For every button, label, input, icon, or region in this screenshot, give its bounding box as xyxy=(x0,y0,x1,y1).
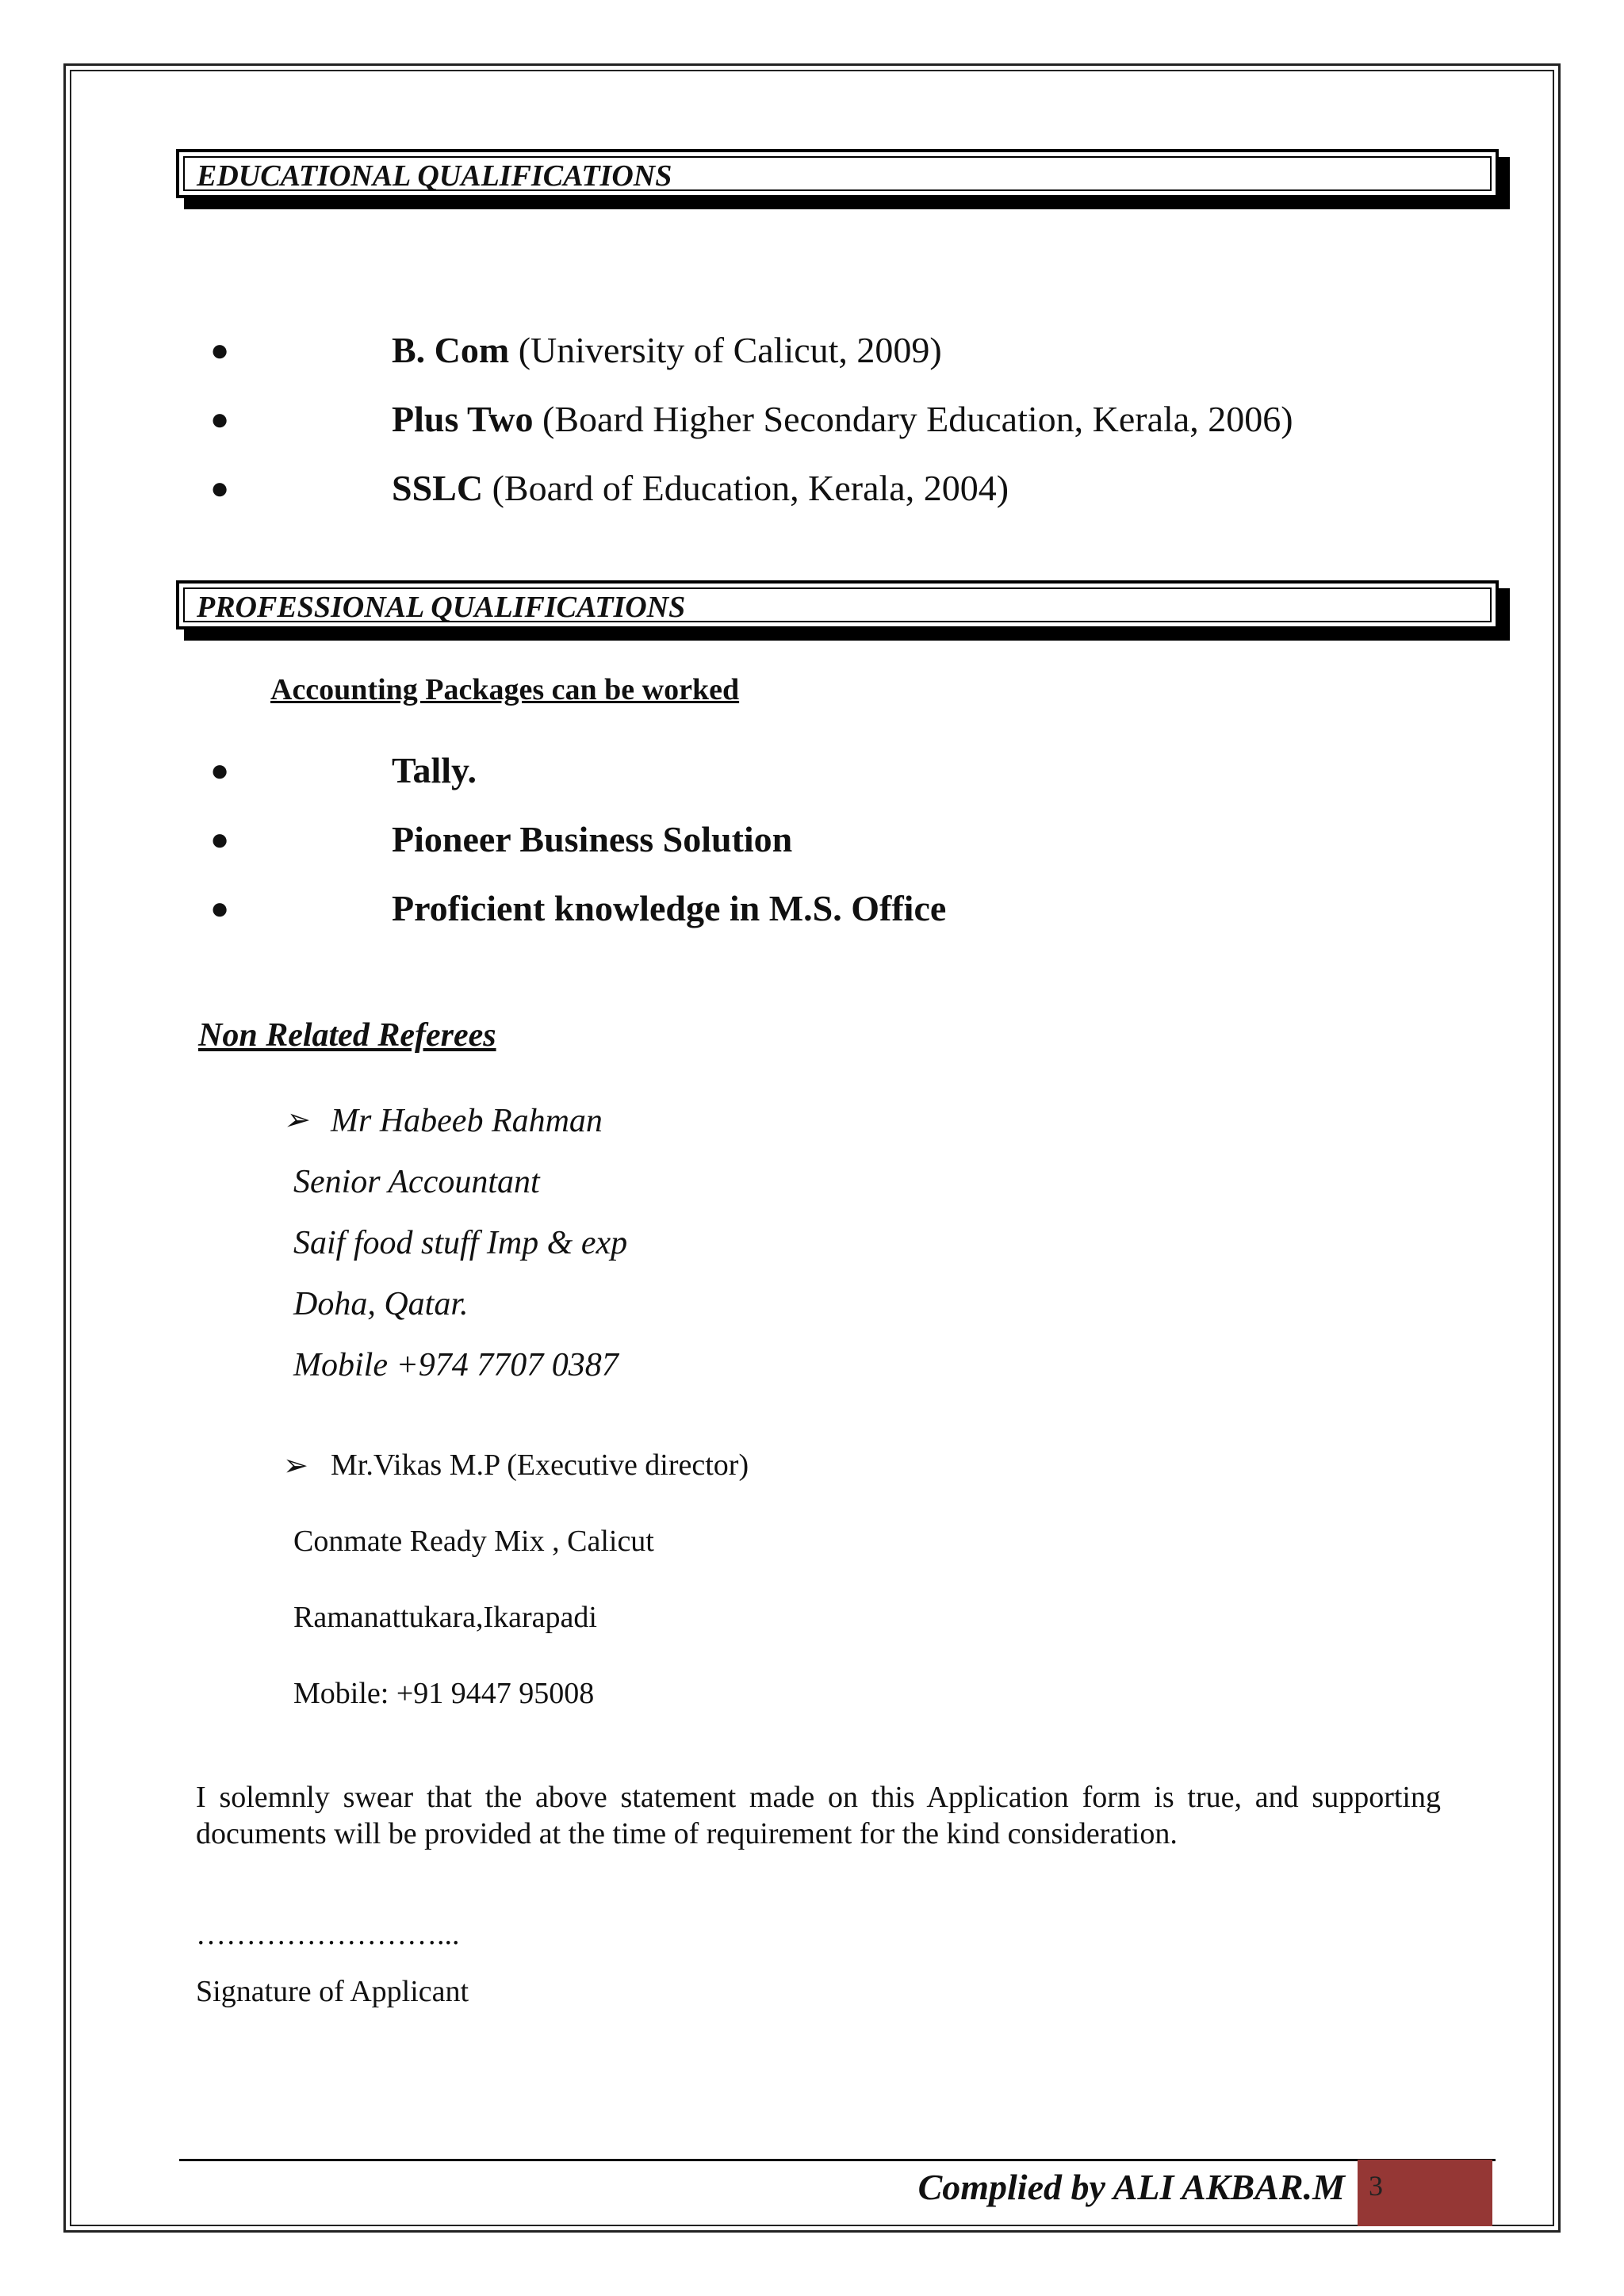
referee-mobile: Mobile: +91 9447 95008 xyxy=(293,1677,595,1710)
education-heading-box xyxy=(176,149,1499,198)
referee-location: Doha, Qatar. xyxy=(293,1286,469,1322)
page-number-box xyxy=(1358,2160,1492,2226)
arrow-bullet-icon: ➢ xyxy=(283,1104,308,1137)
list-item: ● Tally. xyxy=(293,736,946,805)
referee-title: Senior Accountant xyxy=(293,1164,540,1200)
referee-name: Mr Habeeb Rahman xyxy=(331,1103,603,1139)
referee-mobile: Mobile +974 7707 0387 xyxy=(293,1347,619,1383)
bullet-icon: ● xyxy=(210,401,230,437)
footer-compiled-by: Complied by ALI AKBAR.M xyxy=(917,2167,1345,2207)
education-heading: EDUCATIONAL QUALIFICATIONS xyxy=(197,159,672,193)
education-list xyxy=(210,316,1293,522)
signature-line: ……………………... xyxy=(196,1918,460,1951)
accounting-subheading: Accounting Packages can be worked xyxy=(270,673,740,706)
signature-label: Signature of Applicant xyxy=(196,1975,469,2008)
referee-location: Ramanattukara,Ikarapadi xyxy=(293,1601,597,1634)
page-number: 3 xyxy=(1369,2170,1383,2202)
footer-rule xyxy=(179,2159,1496,2161)
referee-company: Conmate Ready Mix , Calicut xyxy=(293,1525,654,1558)
referee-name: Mr.Vikas M.P (Executive director) xyxy=(331,1448,749,1482)
bullet-icon: ● xyxy=(210,470,230,506)
list-item: ● Plus Two (Board Higher Secondary Education, Kerala, 2006) xyxy=(293,385,1293,453)
bullet-icon: ● xyxy=(210,332,230,368)
declaration-text: I solemnly swear that the above statement made on this Application form is true, and supporting documents will be provided at the time of requirement for the kind consideration. xyxy=(196,1781,1441,1850)
list-item: ● B. Com (University of Calicut, 2009) xyxy=(293,316,1293,385)
bullet-icon: ● xyxy=(210,752,230,788)
bullet-icon: ● xyxy=(210,821,230,857)
referee-company: Saif food stuff Imp & exp xyxy=(293,1225,628,1261)
professional-heading: PROFESSIONAL QUALIFICATIONS xyxy=(197,591,686,624)
list-item: ● SSLC (Board of Education, Kerala, 2004) xyxy=(293,453,1293,522)
arrow-bullet-icon: ➢ xyxy=(283,1449,308,1483)
professional-heading-box xyxy=(176,580,1499,629)
referees-heading: Non Related Referees xyxy=(198,1017,496,1054)
list-item: ● Proficient knowledge in M.S. Office xyxy=(293,874,946,943)
bullet-icon: ● xyxy=(210,890,230,926)
professional-list xyxy=(210,736,947,943)
list-item: ● Pioneer Business Solution xyxy=(293,805,946,874)
